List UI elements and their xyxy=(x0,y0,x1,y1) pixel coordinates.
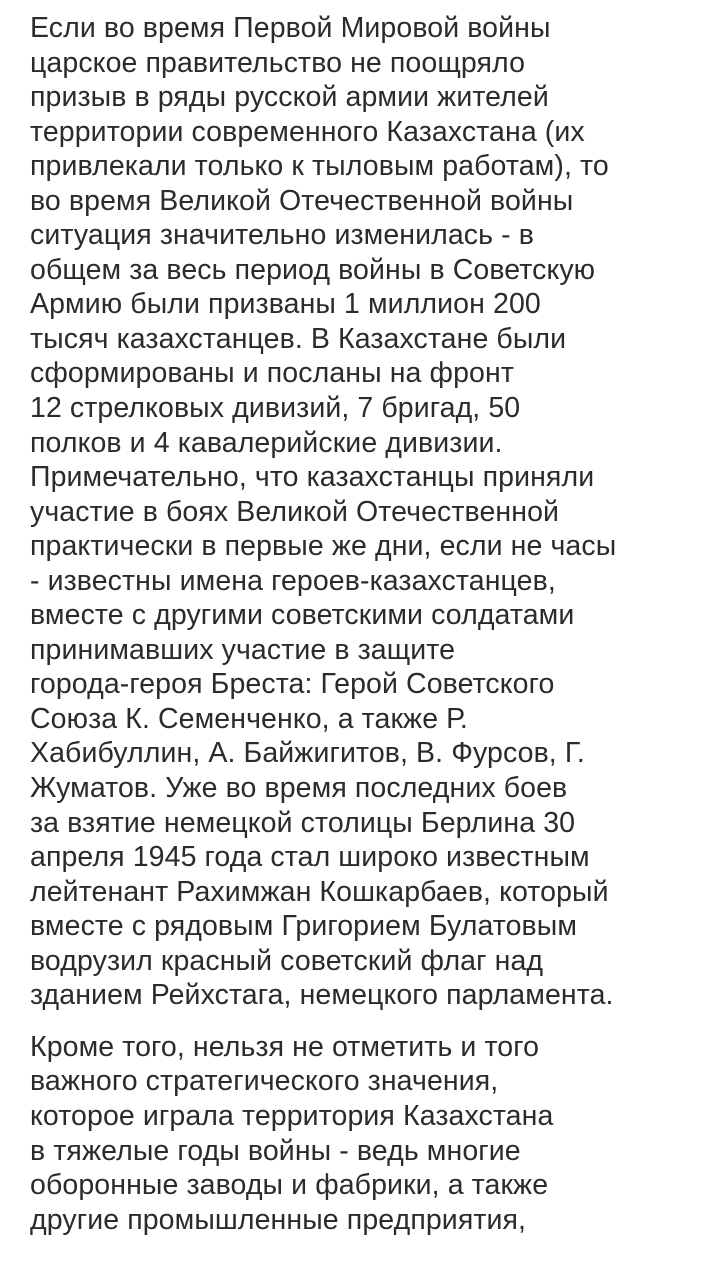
text-line: важного стратегического значения, xyxy=(30,1065,499,1098)
paragraph-2 xyxy=(30,1030,710,1237)
text-line: призыв в ряды русской армии жителей xyxy=(30,81,549,114)
text-line: Армию были призваны 1 миллион 200 xyxy=(30,288,541,321)
text-line: принимавших участие в защите xyxy=(30,633,456,666)
text-line: вместе с рядовым Григорием Булатовым xyxy=(30,910,578,943)
text-line: участие в боях Великой Отечественной xyxy=(30,495,560,528)
text-line: территории современного Казахстана (их xyxy=(30,115,585,148)
text-line: другие промышленные предприятия, xyxy=(30,1203,527,1236)
document-text xyxy=(30,11,710,1237)
text-line: Примечательно, что казахстанцы приняли xyxy=(30,461,595,494)
text-line: апреля 1945 года стал широко известным xyxy=(30,841,590,874)
text-line: Союза К. Семенченко, а также Р. xyxy=(30,702,468,735)
text-line: города-героя Бреста: Герой Советского xyxy=(30,668,555,701)
text-line: практически в первые же дни, если не часы xyxy=(30,530,617,563)
text-line: оборонные заводы и фабрики, а также xyxy=(30,1169,549,1202)
text-line: сформированы и посланы на фронт xyxy=(30,357,514,390)
paragraph-spacer xyxy=(30,1013,710,1030)
text-line: во время Великой Отечественной войны xyxy=(30,184,574,217)
text-line: ситуация значительно изменилась - в xyxy=(30,219,534,252)
paragraph-1 xyxy=(30,11,710,1013)
text-line: общем за весь период войны в Советскую xyxy=(30,253,596,286)
text-line: лейтенант Рахимжан Кошкарбаев, который xyxy=(30,875,609,908)
text-line: за взятие немецкой столицы Берлина 30 xyxy=(30,806,576,839)
text-line: которое играла территория Казахстана xyxy=(30,1099,554,1132)
text-line: Кроме того, нельзя не отметить и того xyxy=(30,1030,540,1063)
text-line: в тяжелые годы войны - ведь многие xyxy=(30,1134,521,1167)
text-line: зданием Рейхстага, немецкого парламента. xyxy=(30,979,614,1012)
text-line: Если во время Первой Мировой войны xyxy=(30,12,551,44)
text-line: 12 стрелковых дивизий, 7 бригад, 50 xyxy=(30,392,521,425)
text-line: Хабибуллин, А. Байжигитов, В. Фурсов, Г. xyxy=(30,737,585,770)
text-line: тысяч казахстанцев. В Казахстане были xyxy=(30,322,567,355)
text-line: Жуматов. Уже во время последних боев xyxy=(30,772,568,805)
text-line: вместе с другими советскими солдатами xyxy=(30,599,575,632)
text-line: водрузил красный советский флаг над xyxy=(30,944,544,977)
text-line: царское правительство не поощряло xyxy=(30,46,526,79)
text-line: привлекали только к тыловым работам), то xyxy=(30,150,609,183)
text-line: - известны имена героев-казахстанцев, xyxy=(30,564,556,597)
text-line: полков и 4 кавалерийские дивизии. xyxy=(30,426,503,459)
